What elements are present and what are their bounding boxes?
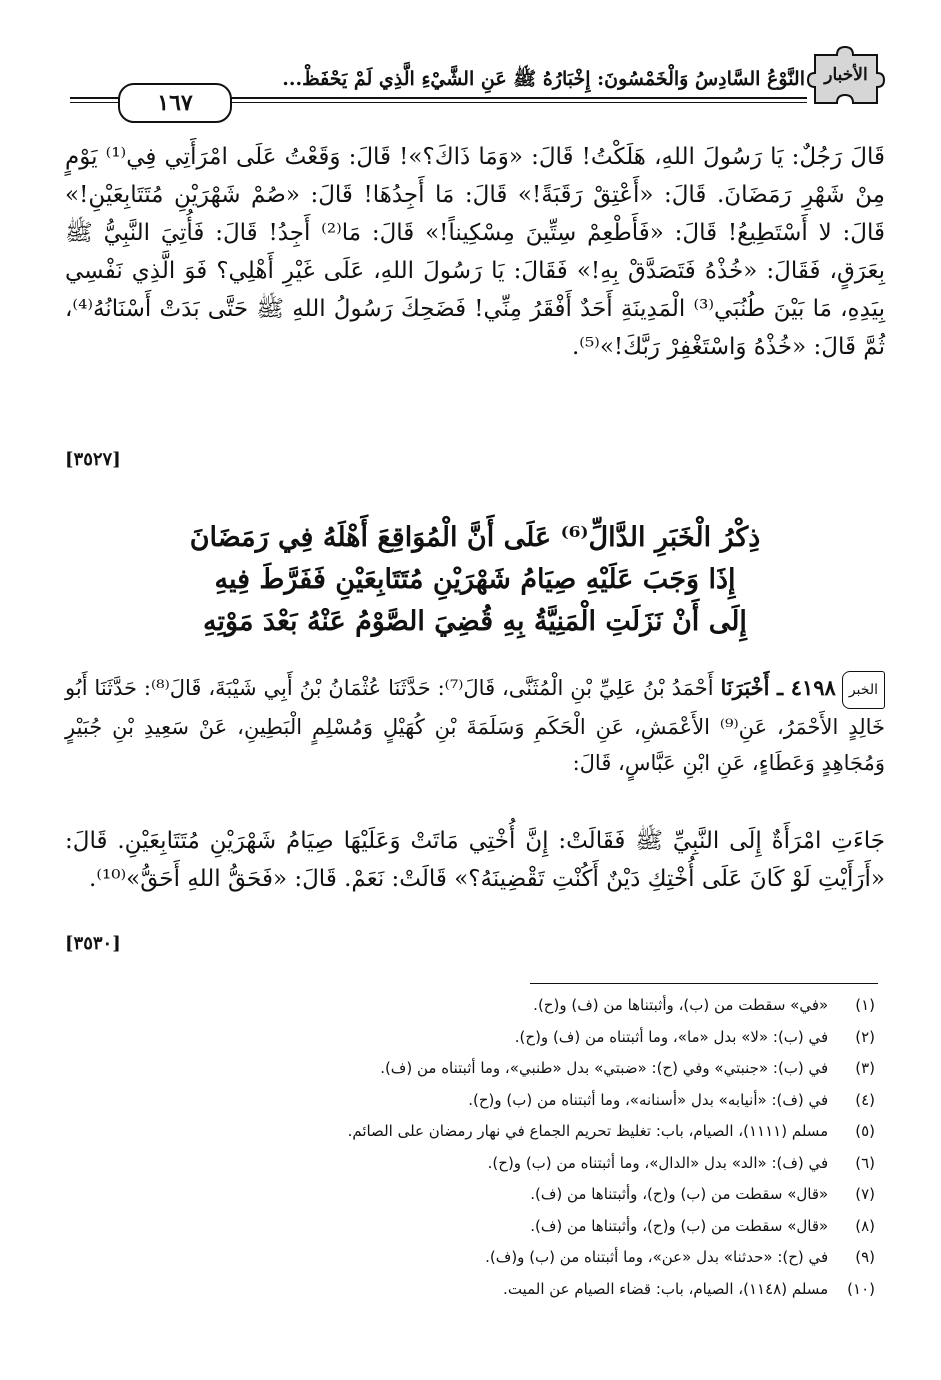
chapter-heading-line-3: إِلَى أَنْ نَزَلَتِ الْمَنِيَّةُ بِهِ قُضِيَ الصَّوْمُ عَنْهُ بَعْدَ مَوْتِهِ — [203, 606, 747, 637]
footnote: (٦) في (ف): «الد» بدل «الدال»، وما أثبتناه من (ب) و(ح). — [487, 1153, 875, 1172]
chapter-heading-line-1: ذِكْرُ الْخَبَرِ الدَّالِّ⁽⁶⁾ عَلَى أَنَّ الْمُوَاقِعَ أَهْلَهُ فِي رَمَضَانَ — [189, 522, 761, 553]
hadith-text-2: جَاءَتِ امْرَأَةٌ إِلَى النَّبِيِّ ﷺ فَقَالَتْ: إِنَّ أُخْتِي مَاتَتْ وَعَلَيْهَا صِيَامُ شَهْرَيْنِ مُتَتَابِعَيْنِ. قَالَ: «أَرَأَيْتِ لَوْ كَانَ عَلَى أُخْتِكِ دَيْنٌ أَكُنْتِ تَقْضِينَهُ؟» قَالَتْ: نَعَمْ. قَالَ: «فَحَقُّ اللهِ أَحَقُّ»⁽¹⁰⁾. — [65, 828, 885, 892]
footnotes — [65, 990, 875, 1305]
page-number: ١٦٧ — [118, 83, 232, 123]
chapter-heading-line-2: إِذَا وَجَبَ عَلَيْهِ صِيَامُ شَهْرَيْنِ مُتَتَابِعَيْنِ فَفَرَّطَ فِيهِ — [214, 564, 736, 595]
hadith-chain — [65, 670, 885, 781]
hadith-reference-1: [٣٥٢٧] — [65, 449, 121, 470]
footnote: (٥) مسلم (١١١١)، الصيام، باب: تغليظ تحريم الجماع في نهار رمضان على الصائم. — [347, 1122, 875, 1140]
footnote: (٨) «قال» سقطت من (ب) و(ح)، وأثبتناها من (ف). — [530, 1216, 875, 1235]
isnad-body: أَحْمَدُ بْنُ عَلِيِّ بْنِ الْمُثَنَّى، قَالَ⁽⁷⁾: حَدَّثَنَا عُثْمَانُ بْنُ أَبِي شَيْبَةَ، قَالَ⁽⁸⁾: حَدَّثَنَا أَبُو خَالِدٍ الأَحْمَرُ، عَنِ⁽⁹⁾ الأَعْمَشِ، عَنِ الْحَكَمِ وَسَلَمَةَ بْنِ كُهَيْلٍ وَمُسْلِمٍ الْبَطِينِ، عَنْ سَعِيدِ بْنِ جُبَيْرٍ وَمُجَاهِدٍ وَعَطَاءٍ، عَنِ ابْنِ عَبَّاسٍ، قَالَ: — [65, 676, 885, 775]
hadith-reference-2: [٣٥٣٠] — [65, 933, 121, 954]
page-header — [70, 45, 885, 127]
footnote: (٩) في (ح): «حدثنا» بدل «عن»، وما أثبتناه من (ب) و(ف). — [485, 1248, 875, 1266]
chapter-heading — [65, 517, 885, 643]
footnote: (١) «في» سقطت من (ب)، وأثبتناها من (ف) و(ح). — [533, 996, 875, 1014]
footnote-separator — [530, 983, 878, 984]
isnad-text — [65, 670, 885, 781]
hadith-label-badge: الخبر — [842, 671, 885, 709]
footnote: (٢) في (ب): «لا» بدل «ما»، وما أثبتناه من (ف) و(ح). — [514, 1027, 875, 1046]
hadith-number: ٤١٩٨ ـ أَخْبَرَنَا — [720, 675, 836, 700]
section-badge: الأخبار — [824, 65, 868, 85]
footnote: (٣) في (ب): «جنبتي» وفي (ح): «ضبتي» بدل «طنبي»، وما أثبتناه من (ف). — [380, 1059, 875, 1077]
running-title: النَّوْعُ السَّادِسُ وَالْخَمْسُونَ: إِخْبَارُهُ ﷺ عَنِ الشَّيْءِ الَّذِي لَمْ يَحْفَظْ... — [282, 68, 805, 90]
hadith-text-1: قَالَ رَجُلٌ: يَا رَسُولَ اللهِ، هَلَكْتُ! قَالَ: «وَمَا ذَاكَ؟»! قَالَ: وَقَعْتُ عَلَى امْرَأَتِي فِي⁽¹⁾ يَوْمٍ مِنْ شَهْرِ رَمَضَانَ. قَالَ: «أَعْتِقْ رَقَبَةً!» قَالَ: مَا أَجِدُهَا! قَالَ: «صُمْ شَهْرَيْنِ مُتَتَابِعَيْنِ!» قَالَ: لا أَسْتَطِيعُ! قَالَ: «فَأَطْعِمْ سِتِّينَ مِسْكِيناً!» قَالَ: مَا⁽²⁾ أَجِدُ! قَالَ: فَأُتِيَ النَّبِيُّ ﷺ بِعَرَقٍ، فَقَالَ: «خُذْهُ فَتَصَدَّقْ بِهِ!» فَقَالَ: يَا رَسُولَ اللهِ، عَلَى غَيْرِ أَهْلِي؟ فَوَ الَّذِي نَفْسِي بِيَدِهِ، مَا بَيْنَ طُنُبَي⁽³⁾ الْمَدِينَةِ أَحَدٌ أَفْقَرُ مِنِّي! فَضَحِكَ رَسُولُ اللهِ ﷺ حَتَّى بَدَتْ أَسْنَانُهُ⁽⁴⁾، ثُمَّ قَالَ: «خُذْهُ وَاسْتَغْفِرْ رَبَّكَ!»⁽⁵⁾. — [65, 144, 885, 360]
footnote: (١٠) مسلم (١١٤٨)، الصيام، باب: قضاء الصيام عن الميت. — [503, 1279, 875, 1298]
footnote: (٤) في (ف): «أنيابه» بدل «أسنانه»، وما أثبتناه من (ب) و(ح). — [468, 1090, 875, 1109]
footnote: (٧) «قال» سقطت من (ب) و(ح)، وأثبتناها من (ف). — [530, 1185, 875, 1203]
